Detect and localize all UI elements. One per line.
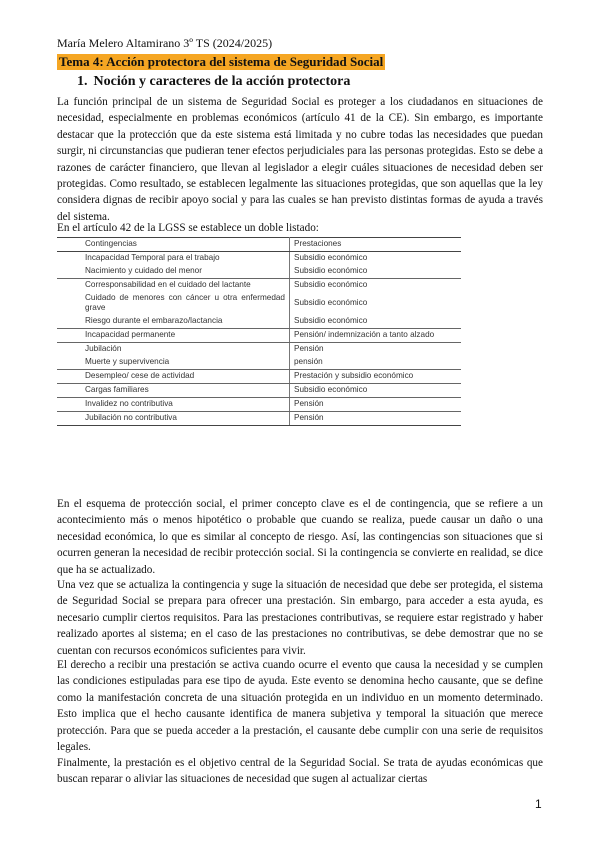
table-cell: Desempleo/ cese de actividad [57, 370, 290, 384]
table-row [57, 412, 461, 426]
table-cell: Pensión/ indemnización a tanto alzado [290, 329, 462, 343]
table-cell: Cuidado de menores con cáncer u otra enfermedad grave [57, 292, 290, 315]
author-header: María Melero Altamirano 3º TS (2024/2025) [57, 36, 273, 50]
table-cell: Subsidio económico [290, 265, 462, 279]
paragraph-benefit-requirements: Una vez que se actualiza la contingencia y suge la situación de necesidad que debe ser protegida, el sistema de Seguridad Social se prepara para ofrecer una prestación. Sin embargo, para acceder a esta ayuda, es necesario cumplir ciertos requisitos. Para las prestaciones contributivas, se requiere estar registrado y haber realizado aportes al sistema; en el caso de las prestaciones no contributivas, se debe demostrar que no se cuentan con recursos económicos suficientes para vivir. [57, 579, 543, 657]
table-cell: Muerte y supervivencia [57, 356, 290, 370]
table-row [57, 343, 461, 357]
table-row [57, 356, 461, 370]
table-cell: Prestación y subsidio económico [290, 370, 462, 384]
table-row [57, 279, 461, 293]
table-header-row [57, 238, 461, 252]
page-number: 1 [535, 797, 542, 811]
table-cell: Subsidio económico [294, 253, 368, 262]
table-cell: Pensión [294, 344, 324, 353]
table-row [57, 252, 461, 266]
section-heading-text: Noción y caracteres de la acción protectora [93, 74, 351, 89]
table-cell: Cargas familiares [57, 384, 290, 398]
table-row [57, 384, 461, 398]
paragraph-causal-event: El derecho a recibir una prestación se activa cuando ocurre el evento que causa la necesidad y se cumplen las condiciones estipuladas para ese tipo de ayuda. Este evento se denomina hecho causante, que se define como la manifestación concreta de una situación protegida en un individuo en un momento determinado. Esto implica que el hecho causante identifica de manera subjetiva y temporal la situación que merece protección. Para que se pueda acceder a la prestación, el causante debe cumplir con una serie de requisitos legales. [57, 659, 543, 754]
table-cell: Invalidez no contributiva [57, 398, 290, 412]
table-cell: Incapacidad permanente [57, 329, 290, 343]
table-cell: Riesgo durante el embarazo/lactancia [57, 315, 290, 329]
table-cell: Jubilación no contributiva [57, 412, 290, 426]
table-row [57, 315, 461, 329]
paragraph-intro: La función principal de un sistema de Seguridad Social es proteger a los ciudadanos en situaciones de necesidad, especialmente en problemas económicos (artículo 41 de la CE). Sin embargo, es importante destacar que la protección que da este sistema está limitada y no cubre todas las necesidades que puedan surgir, ni circunstancias que pudieran tener efectos perjudiciales para las personas protegidas. Esto se debe a razones de carácter financiero, que llevan al legislador a elegir cuáles situaciones de necesidad deben ser protegidas. Como resultado, se establecen legalmente las situaciones protegidas, que son aquellas que la ley considera dignas de recibir apoyo social y para las cuales se han previsto distintas formas de ayuda a través del sistema. [57, 96, 543, 223]
table-row [57, 265, 461, 279]
paragraph-contingency: En el esquema de protección social, el primer concepto clave es el de contingencia, que se refiere a un acontecimiento más o menos hipotético o probable que cuando se realiza, puede causar un daño o una necesidad económica, lo que es similar al concepto de riesgo. Así, las contingencias son situaciones que si ocurren generan la necesidad de recibir protección social. Si la contingencia se convierte en realidad, se dice que ha se actualizado. [57, 498, 543, 576]
table-cell: Subsidio económico [294, 298, 368, 307]
section-heading [77, 74, 350, 90]
table-row [57, 292, 461, 315]
section-number: 1. [77, 74, 88, 89]
table-cell: Pensión [290, 398, 462, 412]
table-intro-text: En el artículo 42 de la LGSS se establece un doble listado: [57, 222, 319, 234]
table-cell: Pensión [290, 412, 462, 426]
table-cell: Subsidio económico [290, 384, 462, 398]
paragraph-benefit: Finalmente, la prestación es el objetivo central de la Seguridad Social. Se trata de ayudas económicas que buscan reparar o aliviar las situaciones de necesidad que sugen al actualizar ciertas [57, 757, 543, 786]
table-row [57, 370, 461, 384]
table-cell: Subsidio económico [290, 315, 462, 329]
table-cell: Subsidio económico [294, 280, 368, 289]
contingencies-table [57, 237, 461, 426]
table-cell: pensión [290, 356, 462, 370]
page-title: Tema 4: Acción protectora del sistema de Seguridad Social [59, 54, 384, 69]
table-header-cell: Contingencias [57, 238, 290, 252]
table-cell: Nacimiento y cuidado del menor [57, 265, 290, 279]
table-row [57, 398, 461, 412]
table-cell: Corresponsabilidad en el cuidado del lactante [57, 279, 290, 293]
table-cell: Jubilación [57, 343, 290, 357]
table-header-cell: Prestaciones [290, 238, 462, 252]
table-cell: Incapacidad Temporal para el trabajo [57, 252, 290, 266]
table-row [57, 329, 461, 343]
